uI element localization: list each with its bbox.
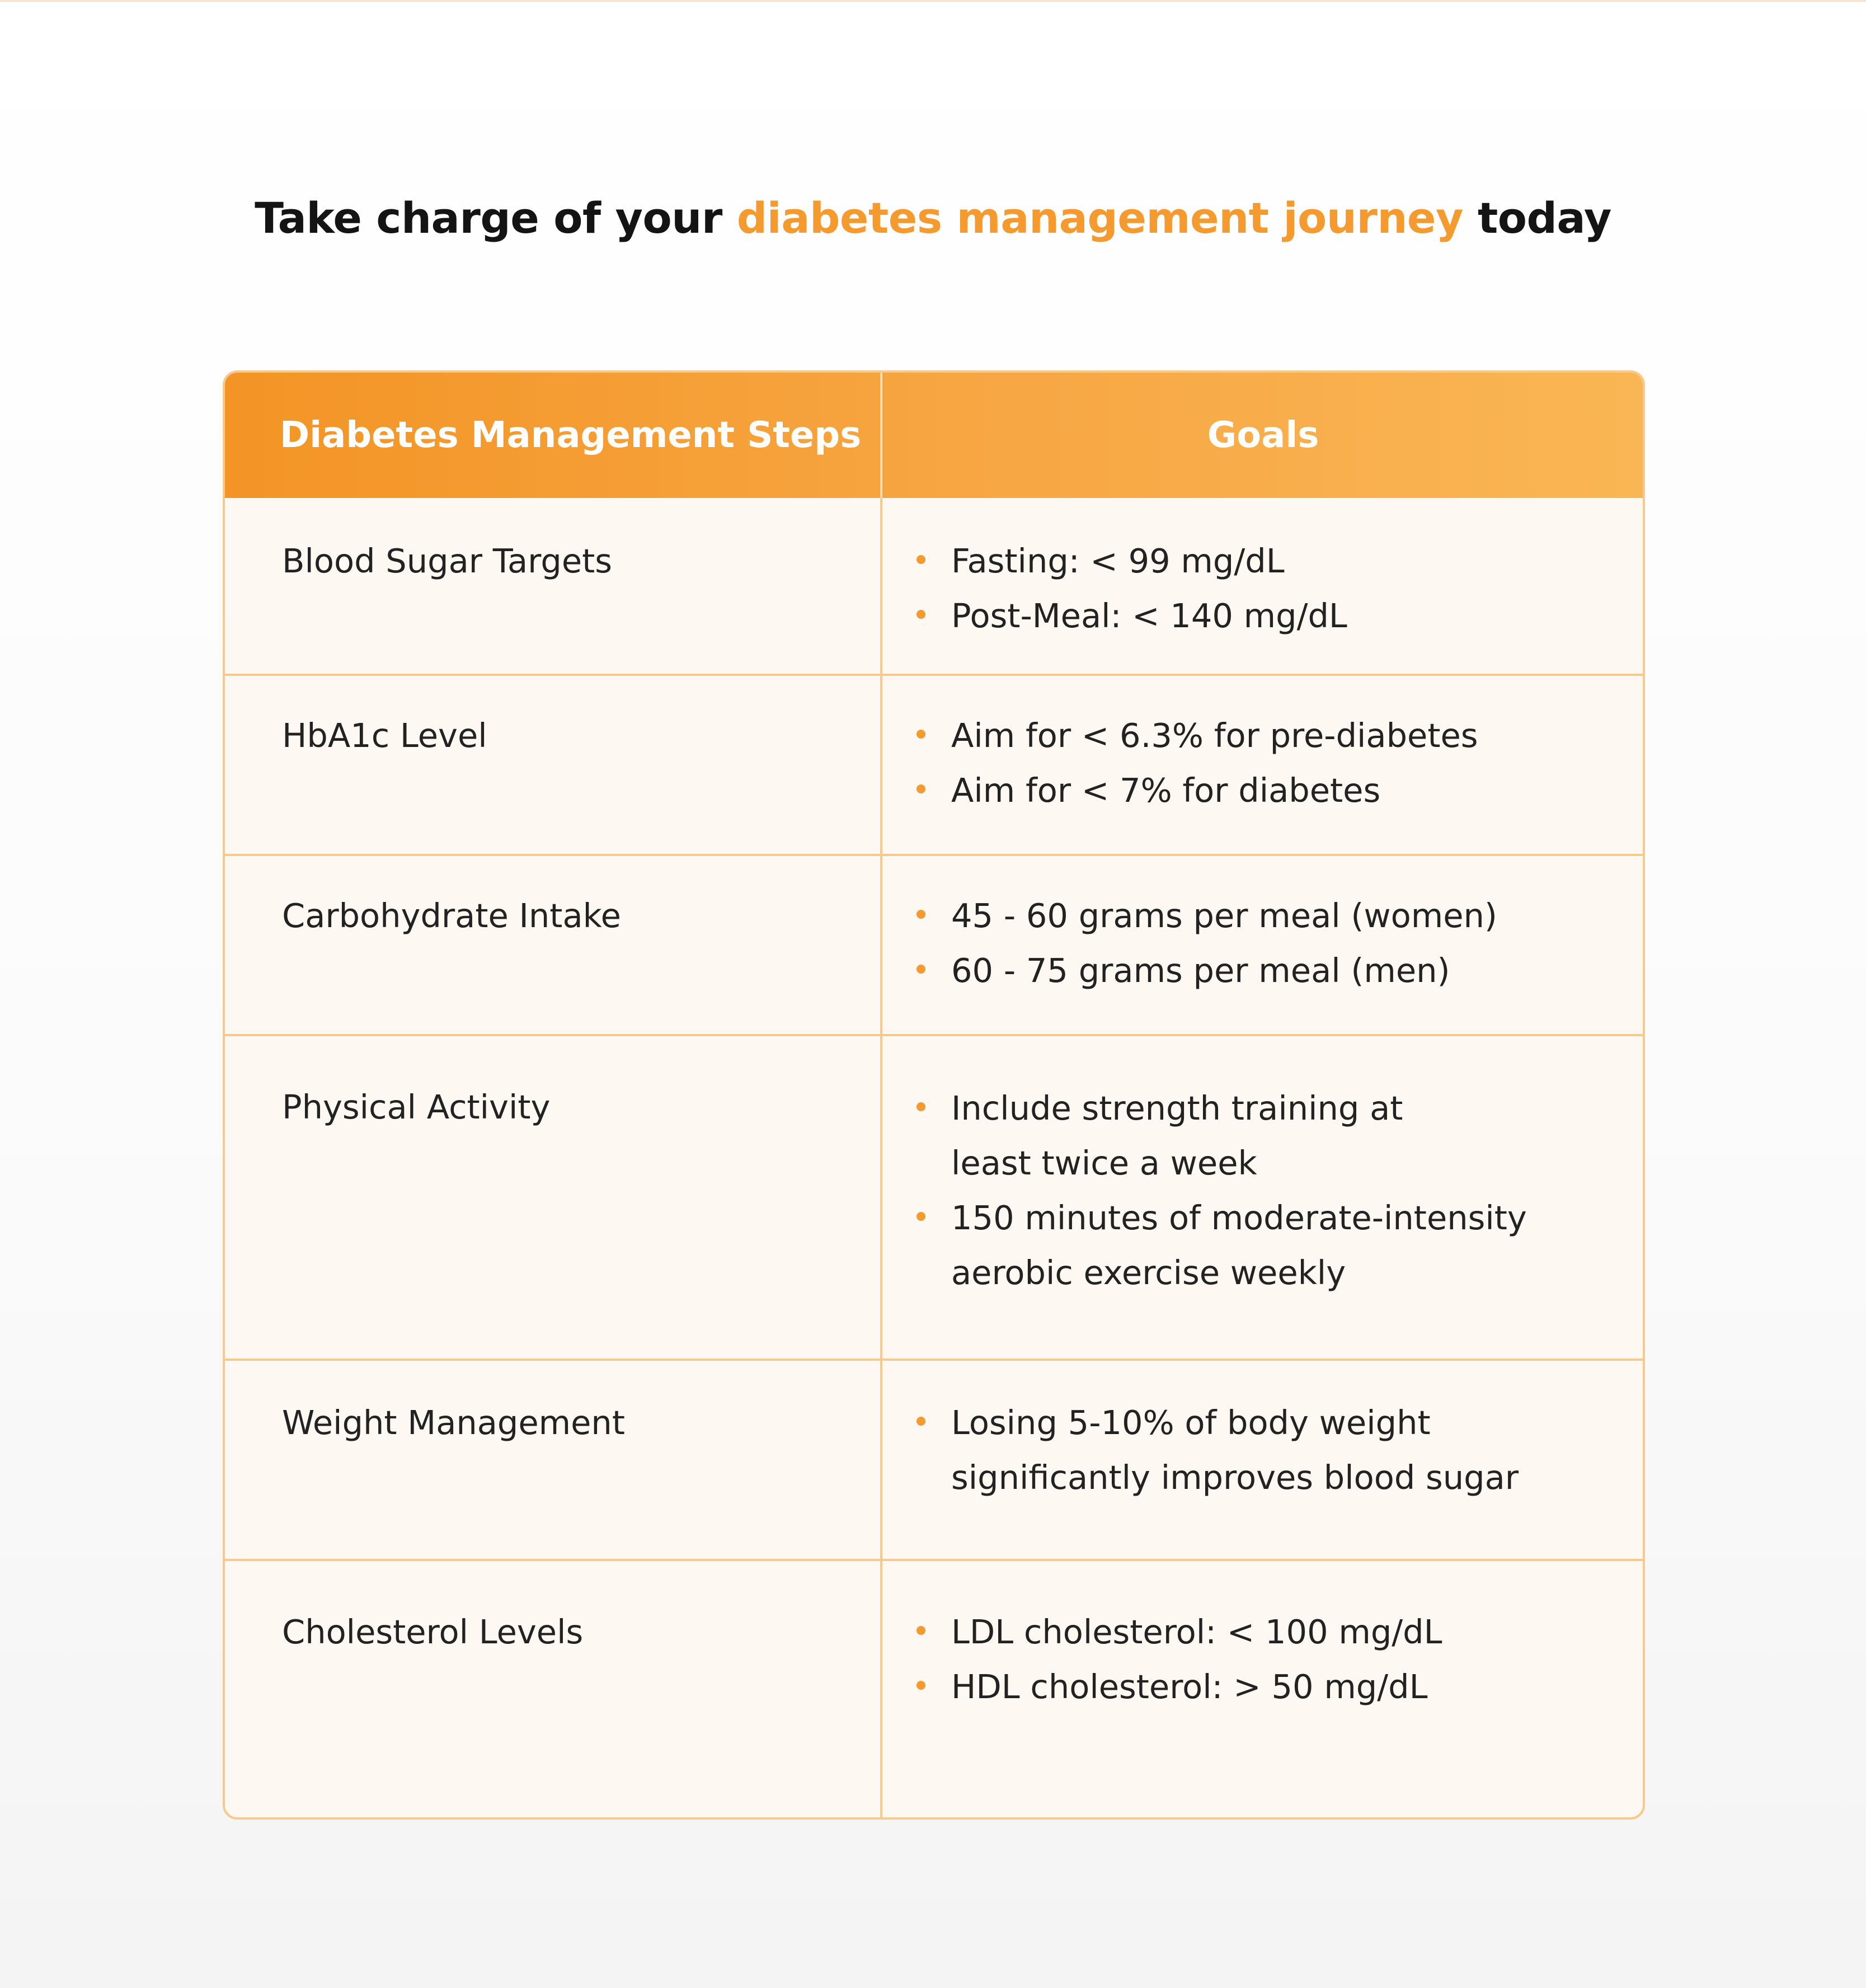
goal-text: Fasting: < 99 mg/dL bbox=[951, 542, 1285, 580]
table-row-weight bbox=[225, 1359, 1643, 1559]
goal-text-line: significantly improves blood sugar bbox=[951, 1458, 1519, 1497]
bullet-dot-icon bbox=[916, 784, 925, 793]
goal-text: Aim for < 7% for diabetes bbox=[951, 771, 1381, 810]
goal-item bbox=[916, 589, 1347, 643]
goal-list bbox=[916, 1081, 1527, 1300]
headline-suffix: today bbox=[1463, 193, 1611, 243]
goals-table bbox=[223, 370, 1645, 1820]
goal-item bbox=[916, 1081, 1527, 1191]
goal-text-line: 150 minutes of moderate-intensity bbox=[951, 1199, 1527, 1237]
goal-list bbox=[916, 889, 1497, 998]
headline-accent: diabetes management journey bbox=[736, 193, 1464, 243]
top-border-line bbox=[0, 0, 1866, 2]
goal-list bbox=[916, 1605, 1442, 1714]
header-column-divider bbox=[880, 373, 882, 498]
goal-text-line: Include strength training at bbox=[951, 1089, 1403, 1127]
goal-text-line: least twice a week bbox=[951, 1144, 1257, 1182]
goal-item bbox=[916, 708, 1478, 763]
bullet-dot-icon bbox=[916, 1102, 925, 1111]
table-row-blood-sugar bbox=[225, 498, 1643, 674]
goal-item bbox=[916, 1191, 1527, 1300]
goal-text: 60 - 75 grams per meal (men) bbox=[951, 951, 1450, 990]
table-row-cholesterol bbox=[225, 1559, 1643, 1820]
goal-list bbox=[916, 708, 1478, 818]
goal-item bbox=[916, 1605, 1442, 1660]
table-row-physical-activity bbox=[225, 1034, 1643, 1359]
goal-item bbox=[916, 1660, 1442, 1714]
table-header-row bbox=[225, 373, 1643, 498]
page-headline bbox=[0, 193, 1866, 243]
table-row-carbohydrate bbox=[225, 854, 1643, 1034]
bullet-dot-icon bbox=[916, 1681, 925, 1690]
headline-prefix: Take charge of your bbox=[255, 193, 737, 243]
bullet-dot-icon bbox=[916, 555, 925, 564]
goal-text: 45 - 60 grams per meal (women) bbox=[951, 896, 1497, 935]
bullet-dot-icon bbox=[916, 1626, 925, 1635]
goal-item bbox=[916, 534, 1347, 589]
bullet-dot-icon bbox=[916, 730, 925, 739]
step-label: Cholesterol Levels bbox=[282, 1613, 584, 1651]
goal-text: HDL cholesterol: > 50 mg/dL bbox=[951, 1667, 1428, 1706]
step-label: Carbohydrate Intake bbox=[282, 896, 621, 935]
bullet-dot-icon bbox=[916, 1212, 925, 1221]
goal-text-line: aerobic exercise weekly bbox=[951, 1253, 1346, 1292]
goal-item bbox=[916, 763, 1478, 818]
step-label: Blood Sugar Targets bbox=[282, 542, 612, 580]
goal-item bbox=[916, 1395, 1519, 1505]
step-label: Weight Management bbox=[282, 1403, 625, 1442]
goal-text: LDL cholesterol: < 100 mg/dL bbox=[951, 1613, 1442, 1651]
goal-text: Post-Meal: < 140 mg/dL bbox=[951, 596, 1347, 635]
goal-item bbox=[916, 943, 1497, 998]
goal-item bbox=[916, 889, 1497, 943]
header-goals: Goals bbox=[1207, 415, 1319, 456]
table-row-hba1c bbox=[225, 674, 1643, 854]
bullet-dot-icon bbox=[916, 1417, 925, 1426]
step-label: Physical Activity bbox=[282, 1088, 551, 1126]
bullet-dot-icon bbox=[916, 965, 925, 974]
goal-list bbox=[916, 1395, 1519, 1505]
goal-text: Aim for < 6.3% for pre-diabetes bbox=[951, 716, 1478, 755]
header-steps: Diabetes Management Steps bbox=[280, 415, 862, 456]
goal-text-line: Losing 5-10% of body weight bbox=[951, 1403, 1431, 1442]
goal-list bbox=[916, 534, 1347, 643]
step-label: HbA1c Level bbox=[282, 716, 487, 755]
bullet-dot-icon bbox=[916, 910, 925, 919]
bullet-dot-icon bbox=[916, 610, 925, 619]
